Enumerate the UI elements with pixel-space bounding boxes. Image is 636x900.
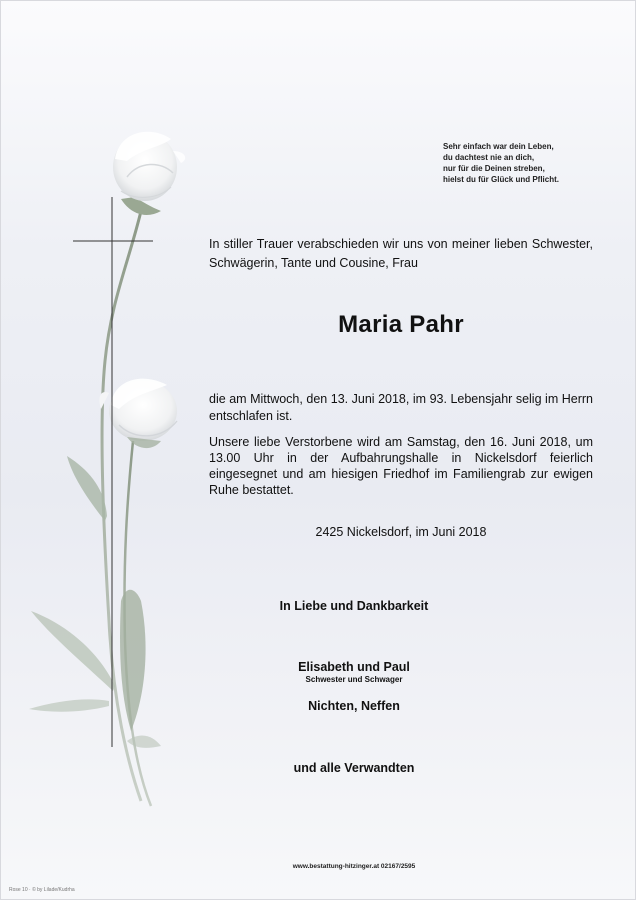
closing-phrase: In Liebe und Dankbarkeit — [279, 599, 429, 613]
signature-primary: Elisabeth und Paul — [298, 660, 410, 674]
verse-line: hielst du für Glück und Pflicht. — [443, 175, 560, 184]
leaf-4 — [29, 699, 109, 711]
signature-primary-role: Schwester und Schwager — [305, 675, 403, 684]
signature-tertiary: und alle Verwandten — [293, 761, 415, 775]
deceased-name: Maria Pahr — [338, 311, 464, 338]
image-credit: Rose 10 · © by Lilade/Kudrha — [9, 887, 75, 893]
rose-bloom-lower — [99, 379, 177, 448]
funeral-details-text: Unsere liebe Verstorbene wird am Samstag, den 16. Juni 2018, um 13.00 Uhr in der Aufbahrungshalle in Nickelsdorf feierlich eingesegnet und am hiesigen Friedhof im Familiengrab zur ewigen Ruhe bestattet. — [209, 435, 593, 497]
signature-secondary: Nichten, Neffen — [308, 699, 400, 713]
verse-line: du dachtest nie an dich, — [443, 153, 535, 162]
place-date: 2425 Nickelsdorf, im Juni 2018 — [315, 525, 487, 539]
verse-line: nur für die Deinen streben, — [443, 164, 545, 173]
leaf-3 — [120, 590, 146, 731]
funeral-home-footer: www.bestattung-hitzinger.at 02167/2595 — [292, 863, 416, 870]
leaf-5 — [127, 736, 161, 748]
verse-line: Sehr einfach war dein Leben, — [443, 142, 554, 151]
death-notice-text: die am Mittwoch, den 13. Juni 2018, im 93. Lebensjahr selig im Herrn entschlafen ist. — [209, 392, 593, 423]
intro-text: In stiller Trauer verabschieden wir uns von meiner lieben Schwester, Schwägerin, Tante und Cousine, Frau — [209, 237, 593, 270]
leaf-2 — [31, 611, 115, 691]
memorial-verse — [443, 141, 559, 185]
rose-bloom-upper — [113, 132, 185, 201]
